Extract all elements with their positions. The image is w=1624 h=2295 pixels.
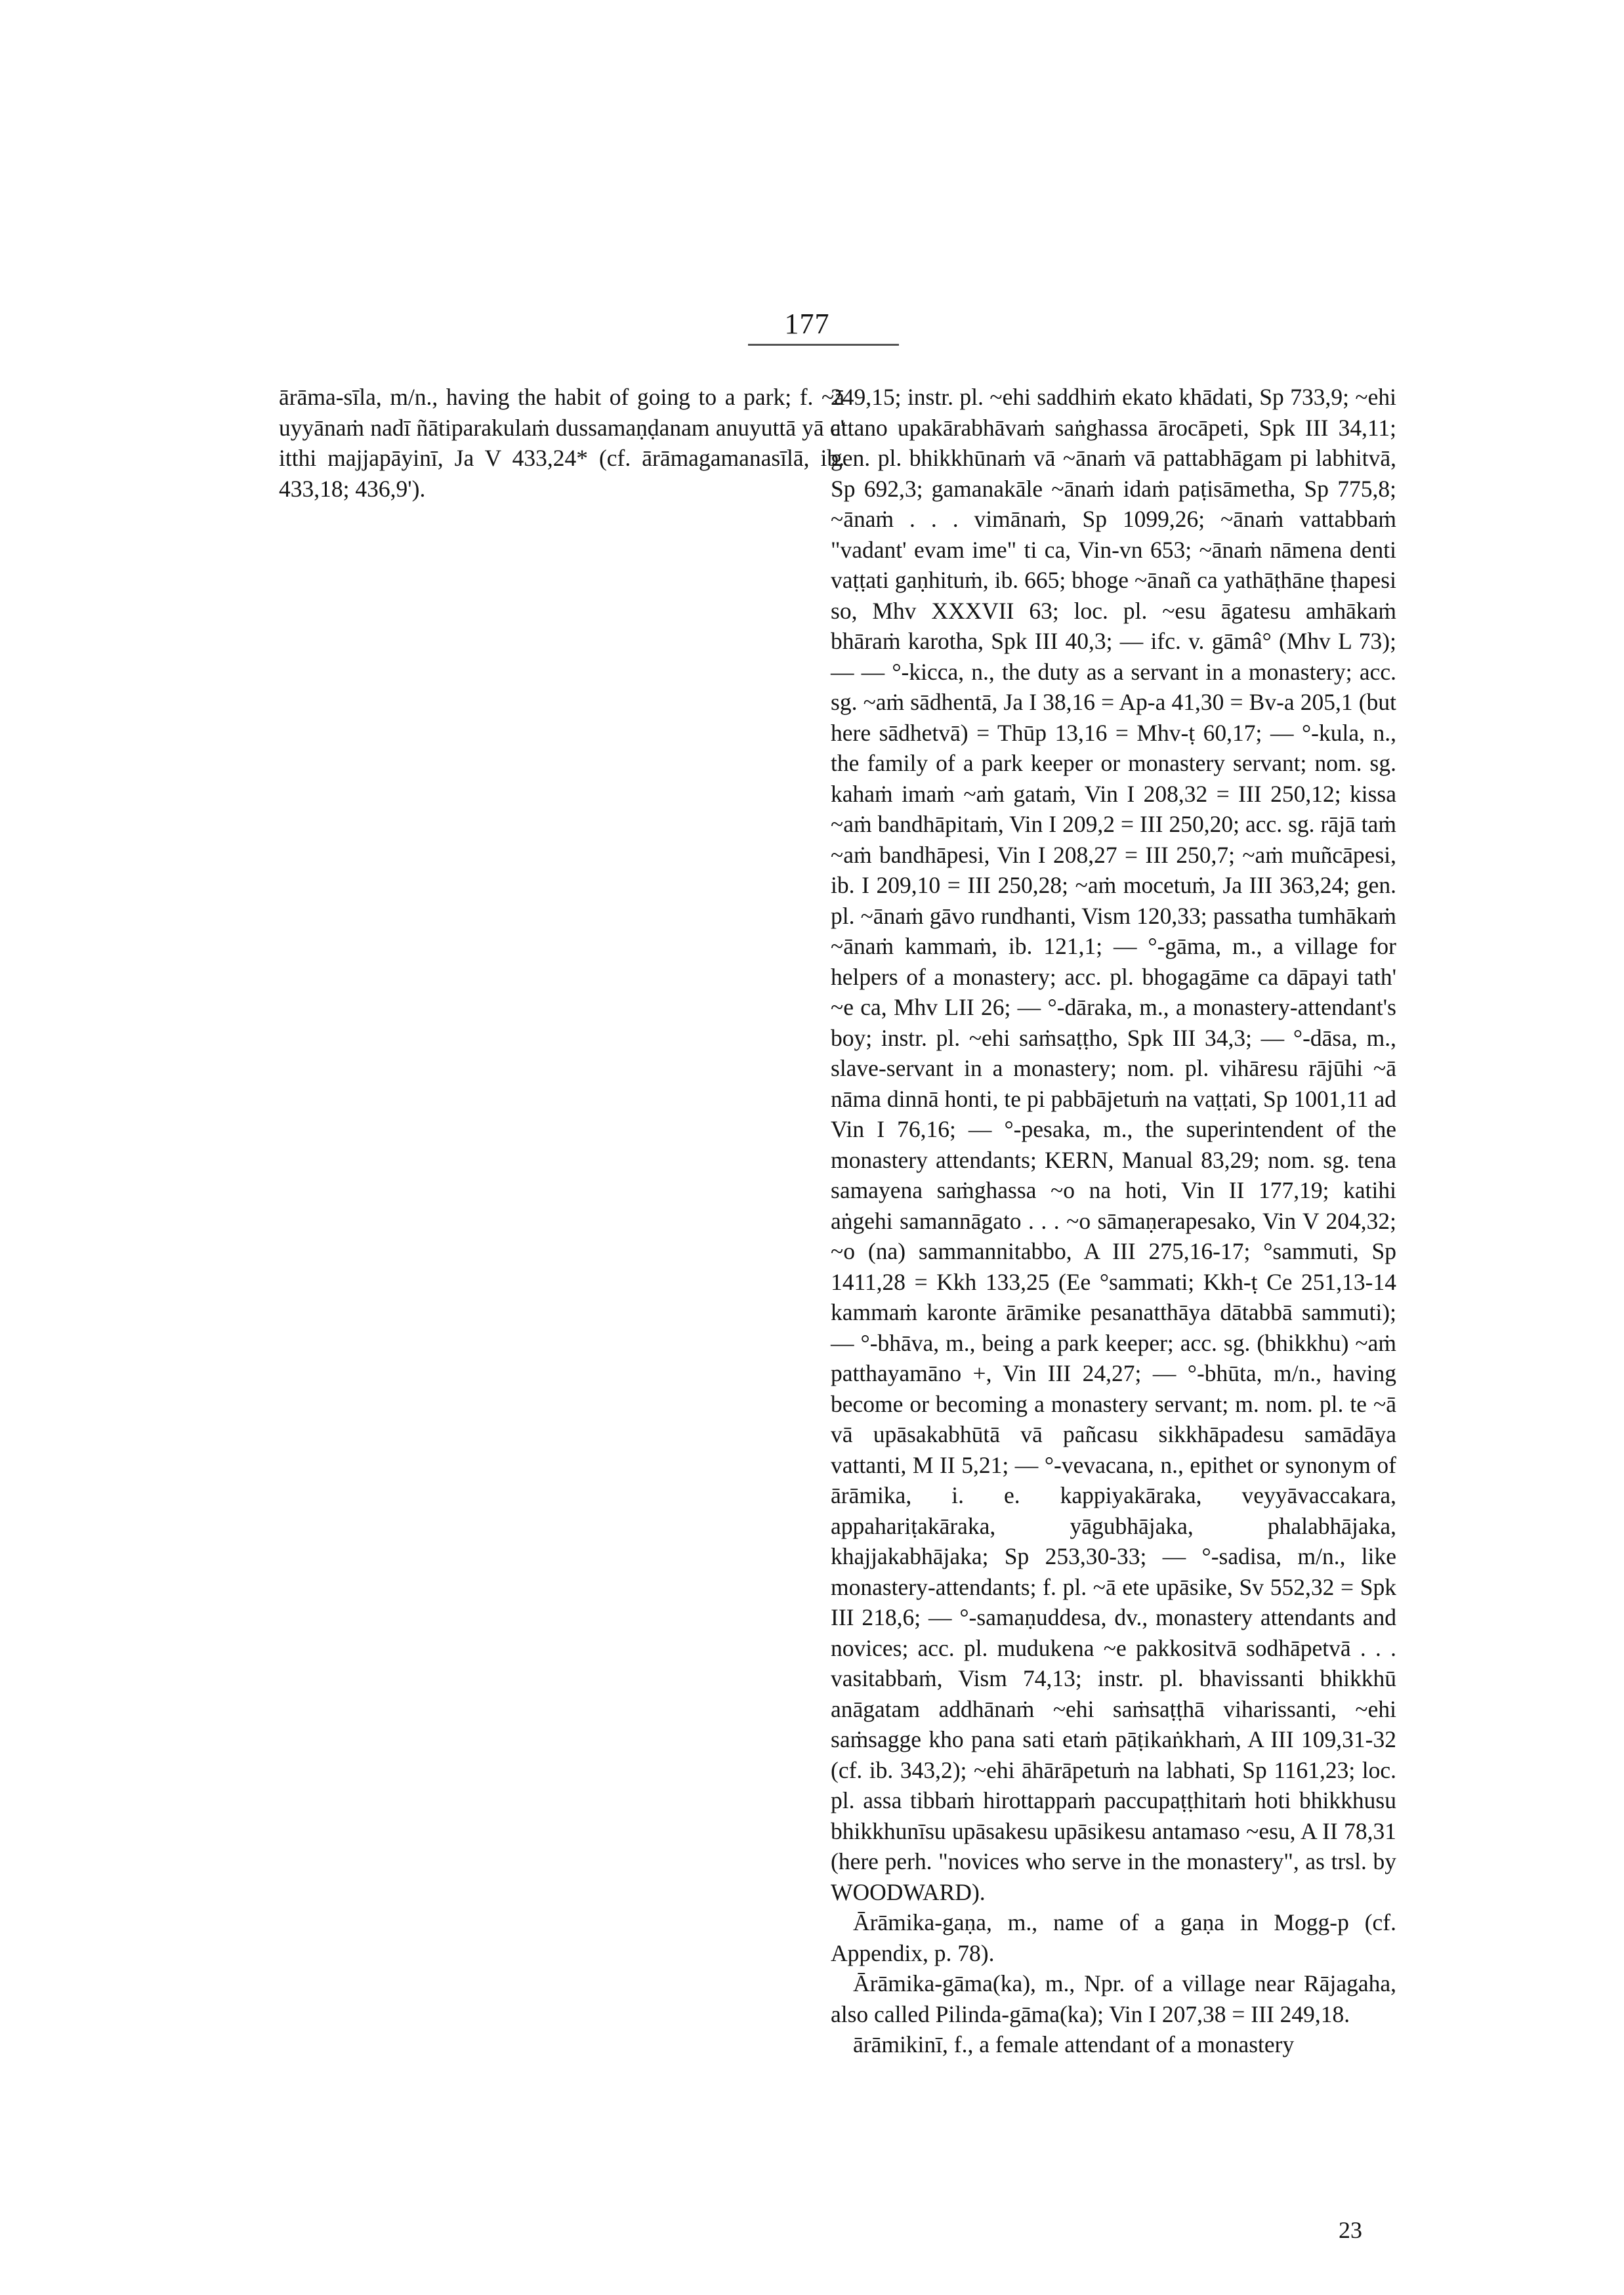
left-column (279, 382, 844, 504)
dictionary-entry: Ārāmika-gaṇa, m., name of a gaṇa in Mogg-p (cf. Appendix, p. 78). (831, 1909, 1396, 1966)
dictionary-entry: Ārāmika-gāma(ka), m., Npr. of a village near Rājagaha, also called Pilinda-gāma(ka); Vin I 207,38 = III 249,18. (831, 1970, 1396, 2027)
page-number-rule (748, 344, 899, 346)
dictionary-text: 249,15; instr. pl. ~ehi saddhiṁ ekato khādati, Sp 733,9; ~ehi attano upakārabhāvaṁ saṅghassa ārocāpeti, Spk III 34,11; gen. pl. bhikkhūnaṁ vā ~ānaṁ vā pattabhāgam pi labhitvā, Sp 692,3; gamanakāle ~ānaṁ idaṁ paṭisāmetha, Sp 775,8; ~ānaṁ . . . vimānaṁ, Sp 1099,26; ~ānaṁ vattabbaṁ "vadant' evam ime" ti ca, Vin-vn 653; ~ānaṁ nāmena denti vaṭṭati gaṇhituṁ, ib. 665; bhoge ~ānañ ca yathāṭhāne ṭhapesi so, Mhv XXXVII 63; loc. pl. ~esu āgatesu amhākaṁ bhāraṁ karotha, Spk III 40,3; — ifc. v. gāmâ° (Mhv L 73); — — °-kicca, n., the duty as a servant in a monastery; acc. sg. ~aṁ sādhentā, Ja I 38,16 = Ap-a 41,30 = Bv-a 205,1 (but here sādhetvā) = Thūp 13,16 = Mhv-ṭ 60,17; — °-kula, n., the family of a park keeper or monastery servant; nom. sg. kahaṁ imaṁ ~aṁ gataṁ, Vin I 208,32 = III 250,12; kissa ~aṁ bandhāpitaṁ, Vin I 209,2 = III 250,20; acc. sg. rājā taṁ ~aṁ bandhāpesi, Vin I 208,27 = III 250,7; ~aṁ muñcāpesi, ib. I 209,10 = III 250,28; ~aṁ mocetuṁ, Ja III 363,24; gen. pl. ~ānaṁ gāvo rundhanti, Vism 120,33; passatha tumhākaṁ ~ānaṁ kammaṁ, ib. 121,1; — °-gāma, m., a village for helpers of a monastery; acc. pl. bhogagāme ca dāpayi tath' ~e ca, Mhv LII 26; — °-dāraka, m., a monastery-attendant's boy; instr. pl. ~ehi saṁsaṭṭho, Spk III 34,3; — °-dāsa, m., slave-servant in a monastery; nom. pl. vihāresu rājūhi ~ā nāma dinnā honti, te pi pabbājetuṁ na vaṭṭati, Sp 1001,11 ad Vin I 76,16; — °-pesaka, m., the superintendent of the monastery attendants; KERN, Manual 83,29; nom. sg. tena samayena saṁghassa ~o na hoti, Vin II 177,19; katihi aṅgehi samannāgato . . . ~o sāmaṇerapesako, Vin V 204,32; ~o (na) sammannitabbo, A III 275,16-17; °sammuti, Sp 1411,28 = Kkh 133,25 (Ee °sammati; Kkh-ṭ Ce 251,13-14 kammaṁ karonte ārāmike pesanatthāya dātabbā sammuti); — °-bhāva, m., being a park keeper; acc. sg. (bhikkhu) ~aṁ patthayamāno +, Vin III 24,27; — °-bhūta, m/n., having become or becoming a monastery servant; m. nom. pl. te ~ā vā upāsakabhūtā vā pañcasu sikkhāpadesu samādāya vattanti, M II 5,21; — °-vevacana, n., epithet or synonym of ārāmika, i. e. kappiyakāraka, veyyāvaccakara, appahariṭakāraka, yāgubhājaka, phalabhājaka, khajjakabhājaka; Sp 253,30-33; — °-sadisa, m/n., like monastery-attendants; f. pl. ~ā ete upāsike, Sv 552,32 = Spk III 218,6; — °-samaṇuddesa, dv., monastery attendants and novices; acc. pl. mudukena ~e pakkositvā sodhāpetvā . . . vasitabbaṁ, Vism 74,13; instr. pl. bhavissanti bhikkhū anāgatam addhānaṁ ~ehi saṁsaṭṭhā viharissanti, ~ehi saṁsagge kho pana sati etaṁ pāṭikaṅkhaṁ, A III 109,31-32 (cf. ib. 343,2); ~ehi āhārāpetuṁ na labhati, Sp 1161,23; loc. pl. assa tibbaṁ hirottappaṁ paccupaṭṭhitaṁ hoti bhikkhusu bhikkhunīsu upāsakesu upāsikesu antamaso ~esu, A II 78,31 (here perh. "novices who serve in the monastery", as trsl. by WOODWARD). (831, 384, 1396, 1905)
dictionary-entry: ārāmikinī, f., a female attendant of a monastery (853, 2031, 1295, 2057)
dictionary-text: ārāma-sīla, m/n., having the habit of going to a park; f. ~ā uyyānaṁ nadī ñātiparakulaṁ dussamaṇḍanam anuyuttā yā c' itthi majjapāyinī, Ja V 433,24* (cf. ārāmagamanasīlā, ib. 433,18; 436,9'). (279, 384, 844, 502)
signature-mark: 23 (1339, 2217, 1362, 2243)
page-number: 177 (784, 308, 830, 340)
right-column (831, 382, 1396, 2060)
